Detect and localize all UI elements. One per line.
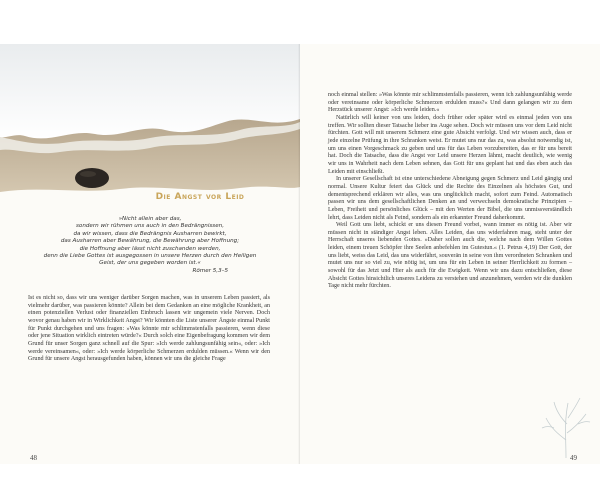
paragraph: noch einmal stellen: »Was könnte mir schlimmstenfalls passieren, wenn ich zahlungsunfähig werde oder vereinsame oder körperliche Schmerzen erdulden muss?« Und dann gelangen wir zu dem Herzstück unserer Angst: »Ich werde leiden.« xyxy=(328,92,572,114)
quote-line: denn die Liebe Gottes ist ausgegossen in unsere Herzen durch den Heiligen xyxy=(43,253,257,260)
page-number-right: 49 xyxy=(570,454,577,462)
paragraph: Natürlich will keiner von uns leiden, doch früher oder später wird es einmal jeden von uns treffen. Wir sollten dieser Tatsache lieber ins Auge sehen. Doch wir müssen uns vor dem Leid nicht fürchten. Gott will mit unserem Schmerz eine gute Absicht verfolgt. Und wir wissen auch, dass er jede einzelne Prüfung in ihre Schranken weist. Er mutet uns nur das zu, was absolut notwendig ist, um uns einen Vorgeschmack zu geben und uns für das Leben vorzubereiten, das er für uns bereit hat. Doch die Tatsache, dass die Angst vor Leid unsere Herzen lähmt, macht deutlich, wie wenig wir uns in Wahrheit nach dem Leben sehnen, das Gott für uns geplant hat und das eben auch das Leiden mit einschließt. xyxy=(328,114,572,175)
quote-line: das Ausharren aber Bewährung, die Bewährung aber Hoffnung; xyxy=(60,238,240,245)
page-number-left: 48 xyxy=(30,454,37,462)
quote-line: »Nicht allein aber das, xyxy=(118,216,182,222)
quote-reference: Römer 5,3–5 xyxy=(192,267,228,274)
chapter-title: Die Angst vor Leid xyxy=(155,192,245,202)
quote-line: Geist, der uns gegeben worden ist.« xyxy=(99,260,201,267)
quote-line: die Hoffnung aber lässt nicht zuschanden werden, xyxy=(79,245,221,252)
quote-line: da wir wissen, dass die Bedrängnis Ausharren bewirkt, xyxy=(73,230,227,237)
paragraph: Ist es nicht so, dass wir uns weniger darüber Sorgen machen, was in unserem Leben passiert, als vielmehr darüber, was passieren könnte? Allein bei dem Gedanken an eine mögliche Krankheit, an einen potenziellen Verlust oder finanziellen Einbruch lassen wir ungemein viele Nerven. Doch wovor genau haben wir in Wirklichkeit Angst? Wir könnten die Liste unserer Ängste einmal Punkt für Punkt durchgehen und uns fragen: »Was könnte mir schlimmstenfalls passieren, wenn diese oder jene Situation wirklich eintreten würde?« Durch solch eine Eigenbefragung kommen wir dem Grund für unser Sorgen ganz schnell auf die Spur: »Ich werde zahlungsunfähig sein«, oder: »Ich werde vereinsamen«, oder: »Ich werde körperliche Schmerzen erdulden müssen.« Wenn wir den Grund für unsere Angst herausgefunden haben, können wir uns die gleiche Frage xyxy=(28,295,270,363)
paragraph: Weil Gott uns liebt, schickt er uns diesen Freund vorbei, wann immer es nötig ist. Aber wir müssen nicht in ständiger Angst leben. Alles Leiden, das uns widerfahren mag, steht unter der Herrschaft unseres liebenden Gottes. »Daher sollen auch die, welche nach dem Willen Gottes leiden, einem treuen Schöpfer ihre Seelen anbefehlen im Gutestun.« (1. Petrus 4,19) Der Gott, der uns liebt, weiss das Leid, das uns widerfährt, souverän in seine von ihm verordneten Schranken und mutet uns nur so viel zu, wie nötig ist, um uns für ein Leben in seiner Herrlichkeit zu formen – sowohl für das Jetzt und Hier als auch für die Ewigkeit. Wenn wir uns dazu entschließen, diese Absicht Gottes hinsichtlich unseres Leidens zu verstehen und anzunehmen, werden wir die dunklen Tage nicht mehr fürchten. xyxy=(328,222,572,290)
left-body-text xyxy=(28,295,270,364)
beach-photo xyxy=(0,44,300,199)
paragraph: In unserer Gesellschaft ist eine unterschiedene Abneigung gegen Schmerz und Leid gängig und normal. Unsere Kultur feiert das Glück und die Rechte des Einzelnen als höchstes Gut, und dementsprechend erklären wir alles, was uns unglücklich macht, sofort zum Feind. Automatisch passen wir uns dem gesellschaftlichen Denken an und verwechseln demokratische Prinzipien – Leben, Freiheit und persönliches Glück – mit den Werten der Bibel, die uns unmissverständlich lehrt, dass Leiden nicht als Feind, sondern als ein erkannter Freund daherkommt. xyxy=(328,176,572,221)
right-body-text xyxy=(328,92,572,291)
right-page xyxy=(300,44,600,464)
quote-line: sondern wir rühmen uns auch in den Bedrängnissen, xyxy=(75,223,224,230)
plant-illustration xyxy=(536,388,596,458)
left-page xyxy=(0,44,300,464)
bible-quote xyxy=(20,216,280,275)
